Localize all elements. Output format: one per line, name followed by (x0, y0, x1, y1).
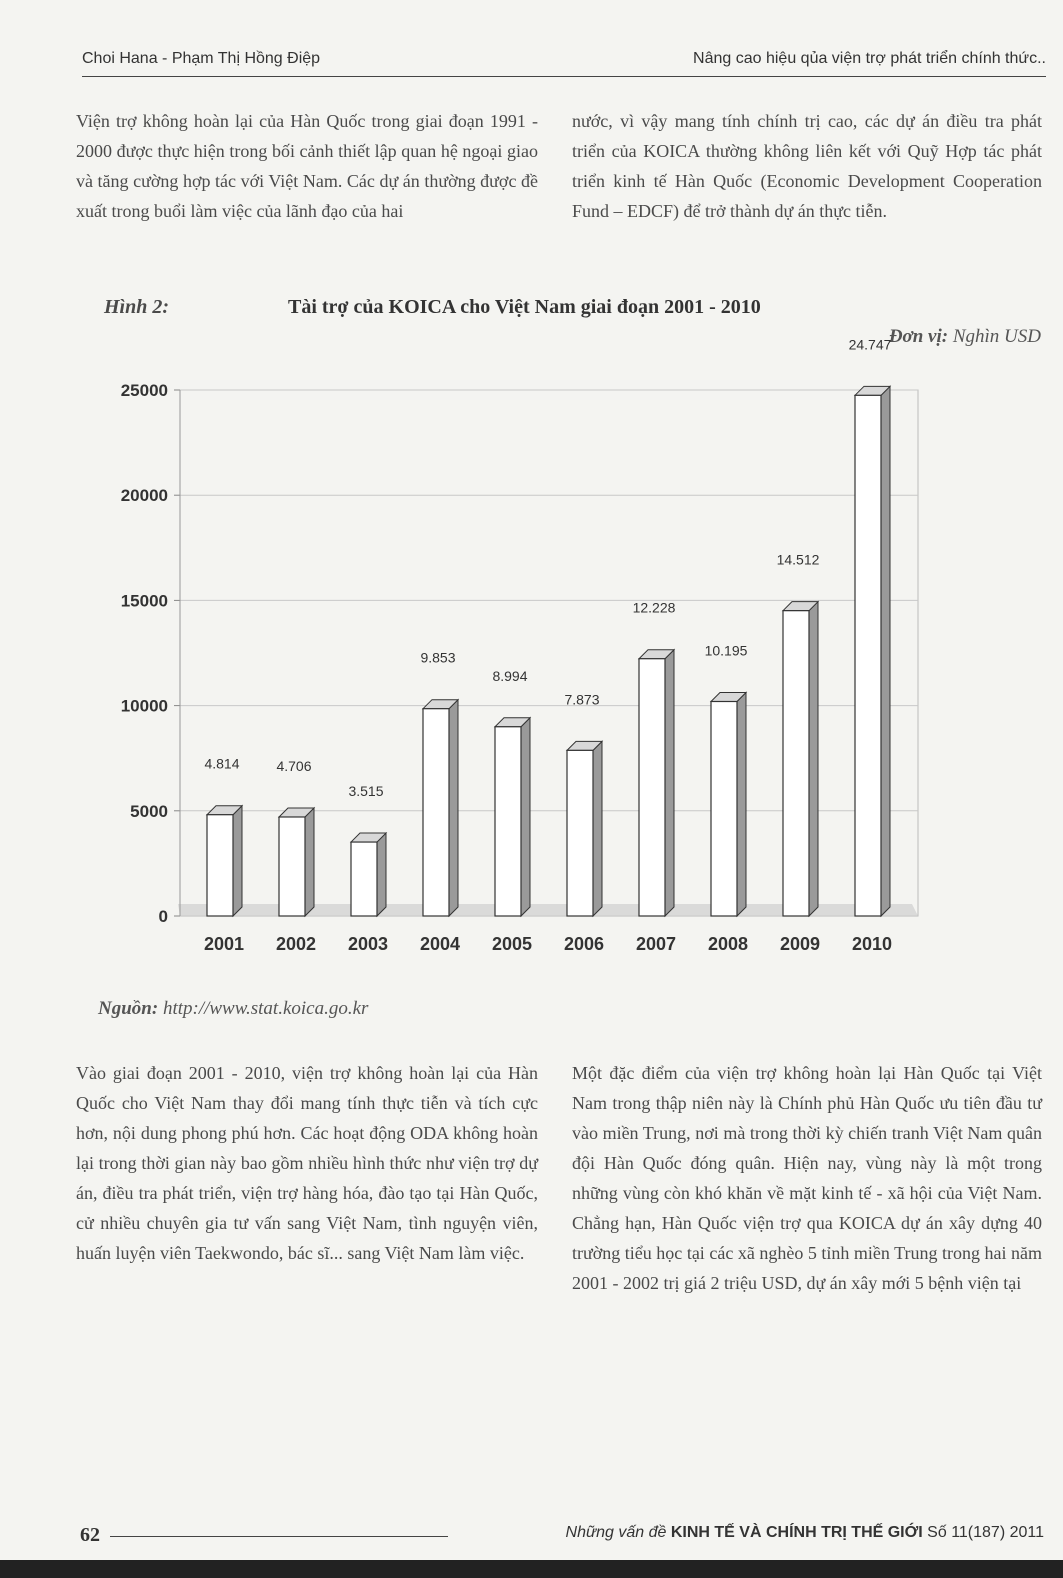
x-tick-label: 2002 (275, 934, 317, 954)
journal-prefix: Những vấn đề (565, 1524, 667, 1541)
data-label: 10.195 (704, 642, 748, 659)
header-authors: Choi Hana - Phạm Thị Hồng Điệp (82, 50, 321, 67)
bar-side (377, 833, 386, 916)
data-label: 9.853 (420, 649, 456, 666)
body-right-column: Một đặc điểm của viện trợ không hoàn lại Hàn Quốc tại Việt Nam trong thập niên này là Chính phủ Hàn Quốc ưu tiên đầu tư vào miền Trung, nơi mà trong thời kỳ chiến tranh Việt Nam quân đội Hàn Quốc đóng quân. Hiện nay, vùng này là một trong những vùng còn khó khăn về mặt kinh tế - xã hội của Việt Nam. Chẳng hạn, Hàn Quốc viện trợ qua KOICA dự án xây dựng 40 trường tiểu học tại các xã nghèo 5 tỉnh miền Trung trong hai năm 2001 - 2002 trị giá 2 triệu USD, dự án xây mới 5 bệnh viện tại (572, 1063, 1042, 1293)
bar-side (665, 650, 674, 916)
bar-front (207, 815, 233, 916)
bar (711, 692, 746, 916)
y-tick-label: 15000 (120, 591, 168, 611)
journal-issue: Số 11(187) 2011 (927, 1524, 1044, 1541)
bar (423, 700, 458, 916)
data-label: 4.814 (204, 755, 240, 772)
data-label: 7.873 (564, 691, 600, 708)
intro-right-column: nước, vì vậy mang tính chính trị cao, các dự án điều tra phát triển của KOICA thường không liên kết với Quỹ Hợp tác phát triển kinh tế Hàn Quốc (Economic Development Cooperation Fund – EDCF) để trở thành dự án thực tiễn. (572, 111, 1042, 221)
bar-side (737, 692, 746, 916)
figure-label: Hình 2: (104, 296, 170, 318)
journal-info (566, 1524, 1044, 1542)
bar-front (711, 701, 737, 916)
chart-svg (80, 336, 930, 974)
source-url: http://www.stat.koica.go.kr (162, 998, 369, 1019)
x-tick-label: 2009 (779, 934, 821, 954)
y-tick-label: 20000 (120, 486, 168, 506)
x-tick-label: 2007 (635, 934, 677, 954)
unit-label: Đơn vị: (888, 326, 949, 347)
x-tick-label: 2010 (851, 934, 893, 954)
koica-bar-chart (80, 336, 930, 974)
scan-edge-bar (0, 1560, 1063, 1578)
bar-front (279, 817, 305, 916)
bar (495, 718, 530, 916)
footer-rule (110, 1536, 448, 1537)
x-tick-label: 2003 (347, 934, 389, 954)
data-label: 4.706 (276, 757, 312, 774)
data-label: 3.515 (348, 783, 384, 800)
bar-front (423, 709, 449, 916)
bar-side (593, 741, 602, 916)
bar (783, 602, 818, 916)
y-tick-label: 5000 (130, 801, 168, 821)
unit-value: Nghìn USD (952, 326, 1041, 347)
body-left-column: Vào giai đoạn 2001 - 2010, viện trợ không hoàn lại của Hàn Quốc cho Việt Nam thay đổi mang tính thực tiễn và tích cực hơn, nội dung phong phú hơn. Các hoạt động ODA không hoàn lại trong thời gian này bao gồm nhiều hình thức như viện trợ dự án, điều tra phát triển, viện trợ hàng hóa, đào tạo tại Hàn Quốc, cử nhiều chuyên gia tư vấn sang Việt Nam, tình nguyện viên, huấn luyện viên Taekwondo, bác sĩ... sang Việt Nam làm việc. (76, 1063, 538, 1263)
x-tick-label: 2008 (707, 934, 749, 954)
figure-title: Tài trợ của KOICA cho Việt Nam giai đoạn 2001 - 2010 (288, 296, 761, 318)
data-label: 24.747 (848, 336, 892, 353)
bar (567, 741, 602, 916)
intro-left-column: Viện trợ không hoàn lại của Hàn Quốc trong giai đoạn 1991 - 2000 được thực hiện trong bối cảnh thiết lập quan hệ ngoại giao và tăng cường hợp tác với Việt Nam. Các dự án thường được đề xuất trong buổi làm việc của lãnh đạo của hai (76, 111, 538, 221)
y-tick-label: 10000 (120, 696, 168, 716)
y-tick-label: 25000 (120, 381, 168, 400)
data-label: 14.512 (776, 551, 820, 568)
header-running-title: Nâng cao hiệu qủa viện trợ phát triển chính thức.. (693, 50, 1046, 67)
journal-name: KINH TẾ VÀ CHÍNH TRỊ THẾ GIỚI (670, 1524, 923, 1541)
bar (207, 806, 242, 916)
page-number: 62 (80, 1524, 100, 1546)
bar-side (449, 700, 458, 916)
bar-front (783, 611, 809, 916)
figure-unit (889, 326, 1041, 348)
bar-side (809, 602, 818, 916)
bar-side (521, 718, 530, 916)
bar (639, 650, 674, 916)
bar-front (855, 395, 881, 916)
source-label: Nguồn: (98, 998, 159, 1019)
data-label: 8.994 (492, 667, 528, 684)
bar-front (351, 842, 377, 916)
running-header (82, 46, 1046, 77)
data-label: 12.228 (632, 599, 676, 616)
bar-side (881, 386, 890, 916)
x-tick-label: 2004 (419, 934, 461, 954)
page-footer (72, 1522, 1044, 1562)
x-tick-label: 2006 (563, 934, 605, 954)
bar (279, 808, 314, 916)
x-tick-label: 2005 (491, 934, 533, 954)
bar-front (495, 727, 521, 916)
figure-source (98, 998, 368, 1020)
x-tick-label: 2001 (203, 934, 245, 954)
bar-side (233, 806, 242, 916)
y-tick-label: 0 (158, 907, 168, 926)
bar-front (567, 750, 593, 916)
bar-side (305, 808, 314, 916)
bar-front (639, 659, 665, 916)
bar (855, 386, 890, 916)
bar (351, 833, 386, 916)
